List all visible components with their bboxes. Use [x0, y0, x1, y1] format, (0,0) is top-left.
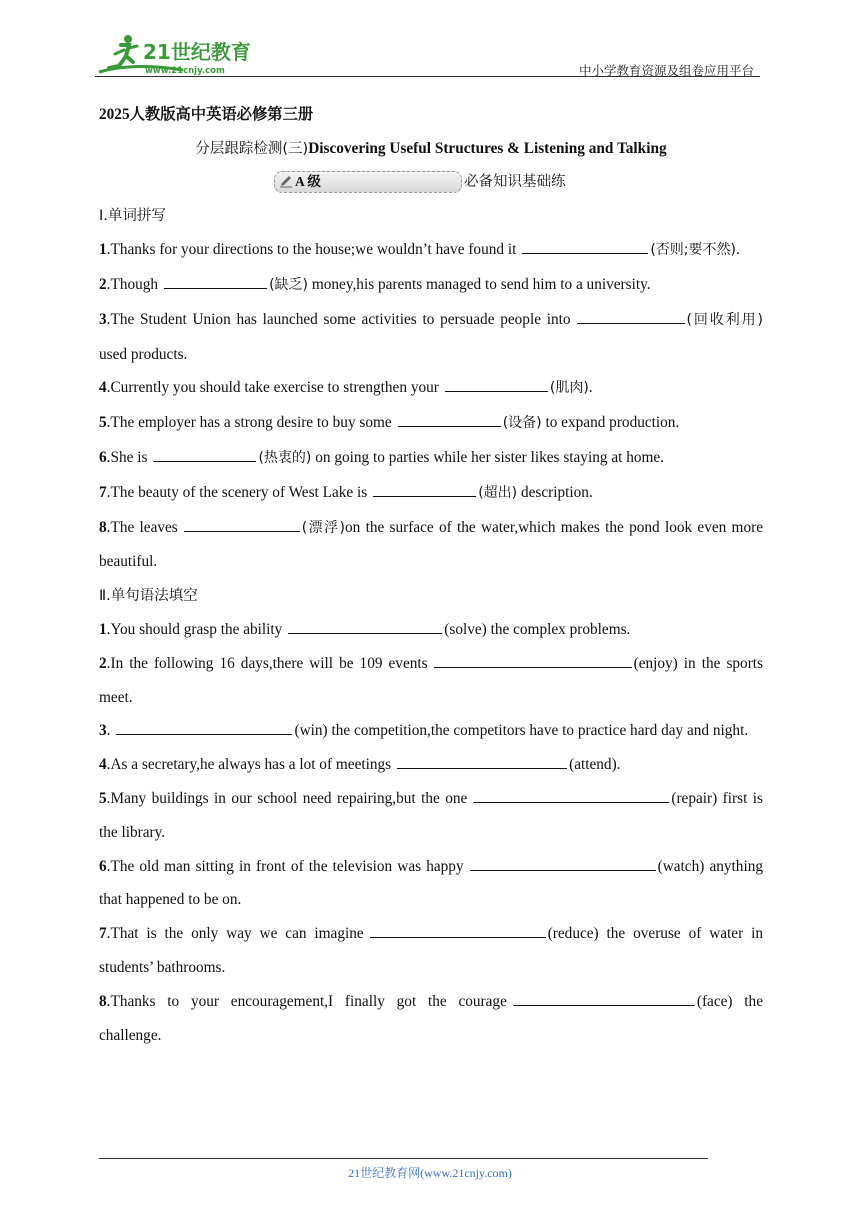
item-text: . [588, 379, 593, 397]
answer-blank[interactable] [370, 921, 546, 938]
item-text: anything that happened to be on. [99, 857, 763, 909]
item-text: .The beauty of the scenery of West Lake is [106, 483, 368, 501]
level-badge [274, 171, 462, 193]
header-divider [95, 76, 760, 77]
exercise-item [99, 782, 763, 850]
answer-blank[interactable] [434, 651, 632, 668]
exercise-item [99, 985, 763, 1053]
answer-blank[interactable] [473, 786, 669, 803]
item-number: 3 [99, 722, 107, 740]
section1-list [99, 233, 763, 579]
item-text: .That is the only way we can imagine [106, 925, 364, 943]
book-title: 2025人教版高中英语必修第三册 [99, 106, 314, 123]
item-hint: (漂浮) [301, 519, 346, 536]
answer-blank[interactable] [577, 307, 685, 324]
item-text: .She is [106, 448, 148, 466]
item-text: on going to parties while her sister likes staying at home. [311, 448, 665, 466]
item-text: used products. [99, 345, 188, 363]
item-text: the complex problems. [486, 620, 631, 638]
item-text: on the surface of the water,which makes the pond look even more beautiful. [99, 518, 763, 571]
item-number: 6 [99, 857, 107, 875]
item-hint: (repair) [671, 789, 718, 807]
item-text: .The leaves [106, 518, 178, 536]
answer-blank[interactable] [470, 854, 656, 871]
item-text: .Thanks for your directions to the house;we wouldn’t have found it [106, 241, 517, 259]
answer-blank[interactable] [398, 410, 501, 427]
item-number: 4 [99, 379, 107, 397]
exercise-item [99, 511, 763, 580]
exercise-item [99, 441, 763, 476]
test-title-cn: 分层跟踪检测(三) [195, 140, 309, 157]
answer-blank[interactable] [445, 375, 548, 392]
logo-text: 21世纪教育 [143, 40, 251, 64]
item-text: the challenge. [99, 992, 763, 1044]
item-text: description. [517, 483, 593, 501]
item-hint: (attend) [569, 756, 617, 774]
item-hint: (enjoy) [633, 654, 678, 672]
item-text: .Though [106, 275, 159, 293]
item-hint: (solve) [444, 620, 487, 638]
footer-divider [99, 1158, 708, 1159]
answer-blank[interactable] [153, 445, 256, 462]
exercise-item [99, 647, 763, 715]
item-text: .The employer has a strong desire to buy some [106, 414, 392, 432]
test-title [99, 132, 763, 166]
item-text: money,his parents managed to send him to a university. [308, 275, 651, 293]
item-text: .Thanks to your encouragement,I finally got the courage [106, 992, 507, 1010]
item-text: . [106, 722, 111, 740]
exercise-item [99, 714, 763, 748]
item-text: .The Student Union has launched some activities to persuade people into [106, 310, 571, 328]
exercise-item [99, 476, 763, 511]
item-number: 7 [99, 925, 107, 943]
item-hint: (face) [696, 992, 733, 1010]
item-hint: (win) [294, 722, 328, 740]
exercise-item [99, 268, 763, 303]
item-number: 7 [99, 483, 107, 501]
item-text: .In the following 16 days,there will be 109 events [106, 654, 428, 672]
item-number: 1 [99, 241, 107, 259]
exercise-item [99, 303, 763, 372]
exercise-item [99, 850, 763, 918]
answer-blank[interactable] [373, 480, 476, 497]
item-number: 2 [99, 654, 107, 672]
exercise-item [99, 613, 763, 647]
page-header [95, 32, 760, 78]
item-number: 1 [99, 620, 107, 638]
item-number: 5 [99, 789, 107, 807]
logo-url: www.21cnjy.com [145, 66, 225, 76]
section-title: Ⅱ.单句语法填空 [99, 588, 198, 605]
exercise-item [99, 371, 763, 406]
item-text: .Many buildings in our school need repairing,but the one [106, 789, 468, 807]
item-text: .You should grasp the ability [106, 620, 283, 638]
test-title-en: Discovering Useful Structures & Listening and Talking [308, 139, 667, 157]
answer-blank[interactable] [184, 515, 300, 532]
item-number: 4 [99, 756, 107, 774]
item-text: in the sports meet. [99, 654, 763, 706]
item-text: the competition,the competitors have to practice hard day and night. [327, 722, 749, 740]
platform-label: 中小学教育资源及组卷应用平台 [578, 63, 754, 78]
answer-blank[interactable] [397, 752, 567, 769]
answer-blank[interactable] [513, 989, 695, 1006]
item-text: .As a secretary,he always has a lot of meetings [106, 756, 392, 774]
item-text: first is the library. [99, 789, 763, 841]
item-hint: (热衷的) [258, 449, 312, 466]
answer-blank[interactable] [288, 617, 442, 634]
item-hint: (回收利用) [686, 311, 763, 328]
exercise-item [99, 917, 763, 985]
item-text: . [735, 241, 740, 259]
level-row [99, 166, 763, 200]
exercise-item [99, 233, 763, 268]
item-text: .The old man sitting in front of the television was happy [106, 857, 464, 875]
section-title: Ⅰ.单词拼写 [99, 208, 166, 225]
exercise-item [99, 748, 763, 782]
item-number: 5 [99, 414, 107, 432]
item-hint: (watch) [657, 857, 705, 875]
item-text: . [616, 756, 621, 774]
item-hint: (设备) [502, 415, 542, 432]
item-number: 2 [99, 275, 107, 293]
item-number: 3 [99, 310, 107, 328]
item-text: the overuse of water in students’ bathrooms. [99, 925, 763, 976]
worksheet [99, 98, 763, 1052]
item-number: 8 [99, 518, 107, 536]
item-hint: (reduce) [547, 925, 599, 943]
footer-text: 21世纪教育网(www.21cnjy.com) [348, 1166, 512, 1180]
level-name: 必备知识基础练 [464, 173, 566, 190]
logo-21cnjy [95, 32, 265, 78]
pen-icon [279, 174, 293, 188]
section2-list [99, 613, 763, 1052]
item-hint: (缺乏) [269, 276, 309, 293]
item-hint: (否则;要不然) [650, 242, 736, 259]
item-hint: (超出) [478, 484, 518, 501]
exercise-item [99, 406, 763, 441]
answer-blank[interactable] [164, 272, 267, 289]
answer-blank[interactable] [522, 237, 648, 254]
item-text: to expand production. [541, 414, 680, 432]
answer-blank[interactable] [116, 718, 292, 735]
item-number: 6 [99, 448, 107, 466]
item-hint: (肌肉) [549, 380, 589, 397]
item-text: .Currently you should take exercise to strengthen your [106, 379, 439, 397]
item-number: 8 [99, 992, 107, 1010]
level-badge-label: A 级 [295, 173, 321, 189]
